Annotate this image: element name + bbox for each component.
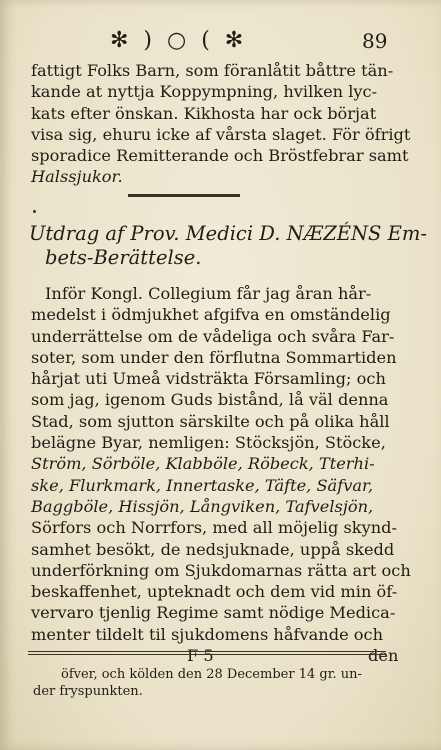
page-number: 89 <box>362 29 388 53</box>
text-line: Halssjukor. <box>31 167 123 187</box>
divider-dot <box>33 210 36 213</box>
text-line: underförkning om Sjukdomarnas rätta art och <box>31 560 411 580</box>
text-line: vervaro tjenlig Regime samt nödige Medica- <box>31 603 396 623</box>
text-line: som jag, igenom Guds bistånd, lå väl denna <box>31 390 389 410</box>
signature-mark: F 5 <box>187 646 214 666</box>
text-line: Inför Kongl. Collegium får jag åran hår- <box>45 284 372 303</box>
heading-line-2: bets-Berättelse. <box>45 246 202 269</box>
footnote-rule <box>28 651 386 655</box>
text-line: Sörfors och Norrfors, med all möjelig skynd- <box>31 518 398 538</box>
text-line: kats efter önskan. Kikhosta har ock börjat <box>31 103 377 123</box>
catchword: den <box>368 646 399 666</box>
text-line: medelst i ödmjukhet afgifva en omständelig <box>31 305 391 325</box>
text-line: kande at nyttja Koppympning, hvilken lyc- <box>31 82 378 102</box>
text-line: hårjat uti Umeå vidsträkta Församling; och <box>31 369 386 389</box>
paragraph-continuation <box>31 60 411 188</box>
text-line: beskaffenhet, upteknadt och dem vid min öf- <box>31 582 398 602</box>
section-divider <box>128 194 240 197</box>
footnote-line-2: der fryspunkten. <box>33 684 143 699</box>
text-line: sporadice Remitterande och Bröstfebrar samt <box>31 146 409 166</box>
text-line: Baggböle, Hissjön, Långviken, Tafvelsjön, <box>31 496 374 516</box>
heading-line-1: Utdrag af Prov. Medici D. NÆZÉNS Em- <box>29 222 427 245</box>
text-line: belägne Byar, nemligen: Stöcksjön, Stöcke, <box>31 433 386 453</box>
text-line: underrättelse om de vådeliga och svåra Far- <box>31 326 395 346</box>
text-line: samhet besökt, de nedsjuknade, uppå skedd <box>31 539 395 559</box>
text-line: menter tildelt til sjukdomens håfvande och <box>31 624 384 644</box>
section-heading <box>29 222 427 270</box>
text-line: ske, Flurkmark, Innertaske, Täfte, Säfvar, <box>31 475 374 495</box>
footnote <box>33 666 393 700</box>
text-line: soter, som under den förflutna Sommartiden <box>31 347 397 367</box>
report-body <box>31 283 411 666</box>
text-line: visa sig, ehuru icke af vårsta slaget. För öfrigt <box>31 124 411 144</box>
footnote-line-1: öfver, och kölden den 28 December 14 gr. un- <box>61 667 362 682</box>
text-line: fattigt Folks Barn, som föranlåtit båttre tän- <box>31 61 394 80</box>
catchword-line <box>31 645 399 666</box>
page-header <box>0 28 441 52</box>
header-ornament: ✻ ) ○ ( ✻ <box>110 28 248 53</box>
text-line: Ström, Sörböle, Klabböle, Röbeck, Tterhi- <box>31 454 375 474</box>
text-line: Stad, som sjutton särskilte och på olika håll <box>31 411 390 431</box>
